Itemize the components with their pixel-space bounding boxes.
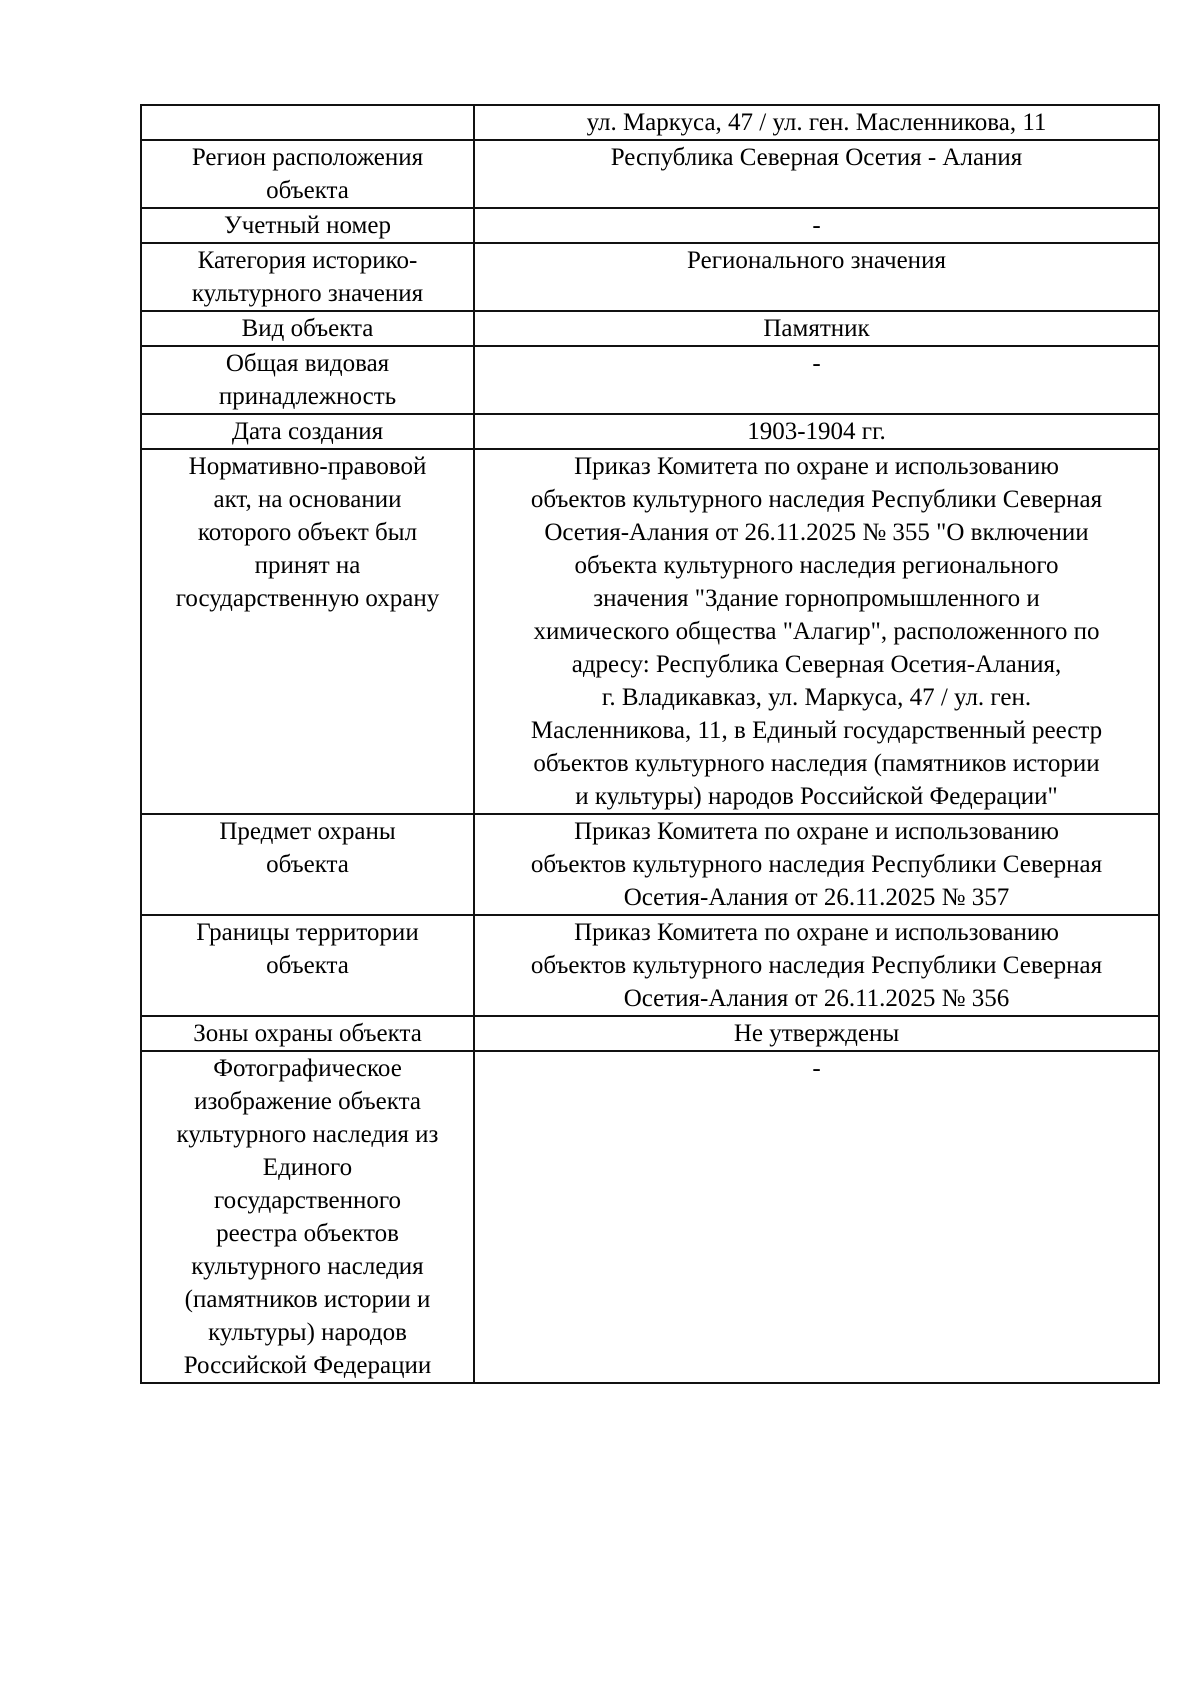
field-label-cell (141, 915, 474, 1016)
field-label-line: изображение объекта (194, 1088, 421, 1115)
field-label-cell (141, 1051, 474, 1383)
field-label-line: Нормативно-правовой (188, 453, 427, 480)
field-value-cell (474, 140, 1159, 208)
field-value-line: объектов культурного наследия (памятников истории (533, 750, 1100, 777)
field-value-line: Осетия-Алания от 26.11.2025 № 355 "О включении (544, 519, 1089, 546)
field-label-line: культурного наследия (191, 1253, 424, 1280)
field-value-line: объектов культурного наследия Республики Северная (530, 851, 1103, 878)
table-row (141, 1051, 1159, 1383)
field-value-line: - (812, 1055, 821, 1082)
field-label-line: реестра объектов (216, 1220, 399, 1247)
field-label-line: Российской Федерации (183, 1352, 432, 1379)
field-label-line: принят на (254, 552, 361, 579)
field-label-line: государственную охрану (175, 585, 440, 612)
field-value-line: объекта культурного наследия регионального (574, 552, 1059, 579)
field-label-cell (141, 814, 474, 915)
field-label-cell (141, 1016, 474, 1051)
field-value-line: Масленникова, 11, в Единый государственный реестр (530, 717, 1103, 744)
field-value-cell (474, 243, 1159, 311)
field-label-line: объекта (266, 952, 349, 979)
field-label-line: культурного наследия из (176, 1121, 439, 1148)
field-label-cell (141, 208, 474, 243)
field-value-line: Республика Северная Осетия - Алания (610, 144, 1023, 171)
table-row (141, 346, 1159, 414)
field-label-cell (141, 105, 474, 140)
field-label-line: Учетный номер (224, 212, 391, 239)
field-label-line: Зоны охраны объекта (193, 1020, 422, 1047)
field-label-line: Категория историко- (197, 247, 418, 274)
field-value-line: химического общества "Алагир", расположенного по (533, 618, 1100, 645)
field-value-cell (474, 915, 1159, 1016)
field-label-line: (памятников истории и (184, 1286, 431, 1313)
table-row (141, 243, 1159, 311)
field-value-line: г. Владикавказ, ул. Маркуса, 47 / ул. ген. (601, 684, 1032, 711)
field-label-line: принадлежность (218, 383, 397, 410)
field-value-cell (474, 311, 1159, 346)
field-label-line: Дата создания (231, 418, 384, 445)
field-label-line: Границы территории (196, 919, 419, 946)
field-value-cell (474, 346, 1159, 414)
table-row (141, 208, 1159, 243)
field-label-line: культуры) народов (208, 1319, 407, 1346)
table-row (141, 140, 1159, 208)
field-value-cell (474, 105, 1159, 140)
object-info-table (140, 104, 1160, 1384)
field-value-line: Приказ Комитета по охране и использованию (574, 453, 1059, 480)
field-value-cell (474, 449, 1159, 814)
field-label-line: государственного (214, 1187, 401, 1214)
field-label-cell (141, 414, 474, 449)
field-label-line: которого объект был (197, 519, 418, 546)
field-label-line: объекта (266, 177, 349, 204)
field-value-line: объектов культурного наследия Республики Северная (530, 952, 1103, 979)
field-value-line: Осетия-Алания от 26.11.2025 № 357 (623, 884, 1010, 911)
field-value-line: - (812, 212, 821, 239)
field-label-line: Единого (262, 1154, 353, 1181)
field-value-cell (474, 208, 1159, 243)
field-value-cell (474, 814, 1159, 915)
table-row (141, 915, 1159, 1016)
field-value-line: Не утверждены (733, 1020, 900, 1047)
field-value-cell (474, 1051, 1159, 1383)
field-label-line: объекта (266, 851, 349, 878)
table-row (141, 414, 1159, 449)
field-label-cell (141, 449, 474, 814)
field-value-cell (474, 1016, 1159, 1051)
field-value-line: Приказ Комитета по охране и использованию (574, 919, 1059, 946)
field-label-line: акт, на основании (213, 486, 402, 513)
field-label-cell (141, 243, 474, 311)
field-value-line: 1903-1904 гг. (747, 418, 886, 445)
field-value-line: адресу: Республика Северная Осетия-Алания, (571, 651, 1062, 678)
field-value-cell (474, 414, 1159, 449)
field-label-line: Общая видовая (225, 350, 390, 377)
field-value-line: и культуры) народов Российской Федерации" (575, 783, 1058, 810)
field-label-cell (141, 311, 474, 346)
field-label-line: Фотографическое (213, 1055, 402, 1082)
table-row (141, 105, 1159, 140)
field-label-line: Регион расположения (191, 144, 424, 171)
field-value-line: - (812, 350, 821, 377)
field-label-cell (141, 346, 474, 414)
field-label-line: Предмет охраны (219, 818, 396, 845)
table-row (141, 1016, 1159, 1051)
field-value-line: объектов культурного наследия Республики Северная (530, 486, 1103, 513)
table-row (141, 449, 1159, 814)
field-label-line: Вид объекта (241, 315, 374, 342)
table-row (141, 814, 1159, 915)
field-value-line: Осетия-Алания от 26.11.2025 № 356 (623, 985, 1010, 1012)
field-value-line: Регионального значения (687, 247, 946, 274)
field-label-line: культурного значения (191, 280, 424, 307)
field-value-line: Памятник (763, 315, 870, 342)
field-value-line: Приказ Комитета по охране и использованию (574, 818, 1059, 845)
field-value-line: значения "Здание горнопромышленного и (593, 585, 1040, 612)
table-row (141, 311, 1159, 346)
field-label-cell (141, 140, 474, 208)
field-value-line: ул. Маркуса, 47 / ул. ген. Масленникова, 11 (586, 109, 1047, 136)
